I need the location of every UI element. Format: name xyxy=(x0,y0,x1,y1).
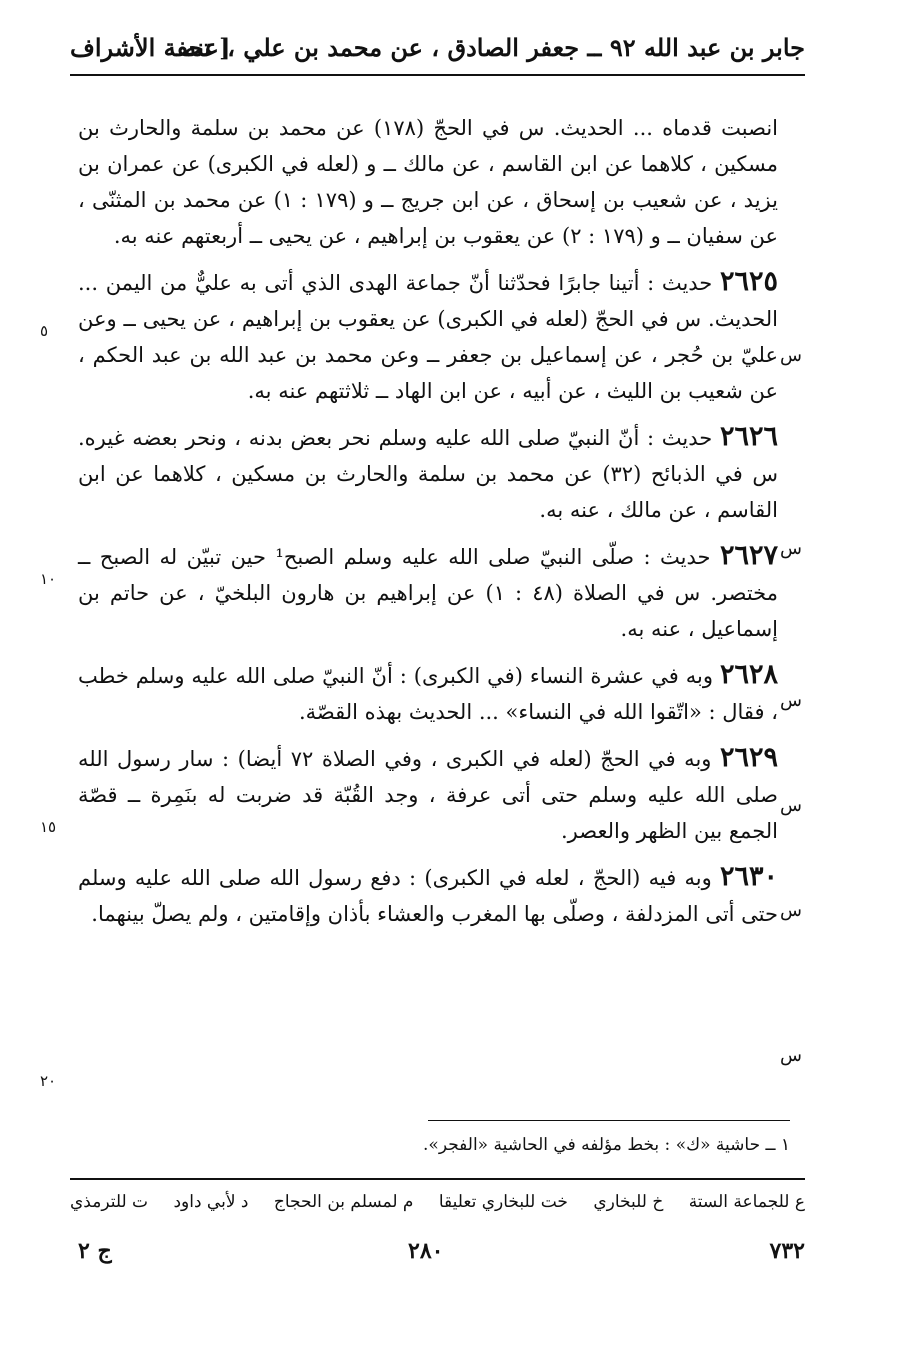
entry-text: حديث : أتينا جابرًا فحدّثنا أنّ جماعة الهدى الذي أتى به عليٌّ من اليمن ... الحديث. س في الحجّ (لعله في الكبرى) عن يعقوب بن إبراهيم ، عن يحيى ــ وعن عليّ بن حُجر ، عن إسماعيل بن جعفر ــ وعن محمد بن عبد الله بن عبد الحكم ، عن شعيب بن الليث ، عن أبيه ، عن ابن الهاد ــ ثلاثتهم عنه به. xyxy=(78,271,778,403)
volume-number: ج ٢ xyxy=(78,1238,112,1264)
legend-item: ت للترمذي xyxy=(70,1192,149,1212)
sigla-marker: س xyxy=(780,538,802,559)
entry-text: وبه في عشرة النساء (في الكبرى) : أنّ النبيّ صلى الله عليه وسلم خطب ، فقال : «اتّقوا الله في النساء» ... الحديث بهذه القصّة. xyxy=(78,664,778,724)
legend-item: ع للجماعة الستة xyxy=(688,1192,805,1212)
entry-2628 xyxy=(78,657,778,730)
sigla-marker: س xyxy=(780,1045,802,1066)
legend-item: م لمسلم بن الحجاج xyxy=(273,1192,414,1212)
entry-text: وبه فيه (الحجّ ، لعله في الكبرى) : دفع رسول الله صلى الله عليه وسلم حتى أتى المزدلفة ، وصلّى بها المغرب والعشاء بأذان وإقامتين ، ولم يصلّ بينهما. xyxy=(78,866,778,926)
header-book-title: [ تحفة الأشراف xyxy=(70,33,231,62)
entry-text: وبه في الحجّ (لعله في الكبرى ، وفي الصلاة ٧٢ أيضا) : سار رسول الله صلى الله عليه وسلم حتى أتى عرفة ، وجد القُبّة قد ضربت له بنَمِرة ــ قصّة الجمع بين الظهر والعصر. xyxy=(78,747,778,843)
header-rule xyxy=(70,74,805,76)
entry-number: ٢٦٢٦ xyxy=(719,421,778,452)
line-number: ١٥ xyxy=(40,818,57,836)
legend-item: خ للبخاري xyxy=(593,1192,664,1212)
legend-item: د لأبي داود xyxy=(173,1192,249,1212)
legend-rule xyxy=(70,1178,805,1180)
sigla-marker: س xyxy=(780,690,802,711)
sigla-marker: س xyxy=(780,345,802,366)
entry-number: ٢٦٣٠ xyxy=(719,861,778,892)
sigla-marker: س xyxy=(780,795,802,816)
entry-2629 xyxy=(78,740,778,849)
entry-number: ٢٦٢٧ xyxy=(719,540,778,571)
entry-2626 xyxy=(78,419,778,528)
entry-text: حديث : صلّى النبيّ صلى الله عليه وسلم الصبح¹ حين تبيّن له الصبح ــ مختصر. س في الصلاة (٤٨ : ١) عن إبراهيم بن هارون البلخيّ ، عن حاتم بن إسماعيل ، عنه به. xyxy=(78,545,778,641)
entry-2627 xyxy=(78,538,778,647)
intro-paragraph: انصبت قدماه ... الحديث. س في الحجّ (١٧٨) عن محمد بن سلمة والحارث بن مسكين ، كلاهما عن ابن القاسم ، عن مالك ــ و (لعله في الكبرى) عن عمران بن يزيد ، عن شعيب بن إسحاق ، عن ابن جريج ــ و (١٧٩ : ١) عن محمد بن المثنّى ، عن سفيان ــ و (١٧٩ : ٢) عن يعقوب بن إبراهيم ، عن يحيى ــ أربعتهم عنه به. xyxy=(78,116,779,248)
sigla-marker: س xyxy=(780,900,802,921)
entry-number: ٢٦٢٩ xyxy=(719,742,778,773)
entry-2625 xyxy=(78,264,778,409)
entry-number: ٢٦٢٥ xyxy=(719,266,778,297)
footnote-rule xyxy=(428,1120,790,1121)
entry-number: ٢٦٢٨ xyxy=(719,659,778,690)
page-number: ٧٣٢ xyxy=(769,1238,805,1264)
header-title: جابر بن عبد الله ٩٢ ــ جعفر الصادق ، عن محمد بن علي ، عنه xyxy=(184,33,805,62)
line-number: ٥ xyxy=(40,322,49,340)
legend-item: خت للبخاري تعليقا xyxy=(438,1192,568,1212)
main-text xyxy=(78,110,778,932)
entry-2630 xyxy=(78,859,778,932)
abbreviation-legend xyxy=(70,1188,805,1216)
line-number: ٢٠ xyxy=(40,1072,57,1090)
line-number: ١٠ xyxy=(40,570,57,588)
center-folio: ٢٨٠ xyxy=(408,1238,444,1264)
running-header xyxy=(70,28,805,68)
entry-text: حديث : أنّ النبيّ صلى الله عليه وسلم نحر بعض بدنه ، ونحر بعضه غيره. س في الذبائح (٣٢) عن محمد بن سلمة والحارث بن مسكين ، كلاهما عن ابن القاسم ، عن مالك ، عنه به. xyxy=(78,426,778,522)
footnote: ١ ــ حاشية «ك» : بخط مؤلفه في الحاشية «الفجر». xyxy=(423,1135,790,1155)
